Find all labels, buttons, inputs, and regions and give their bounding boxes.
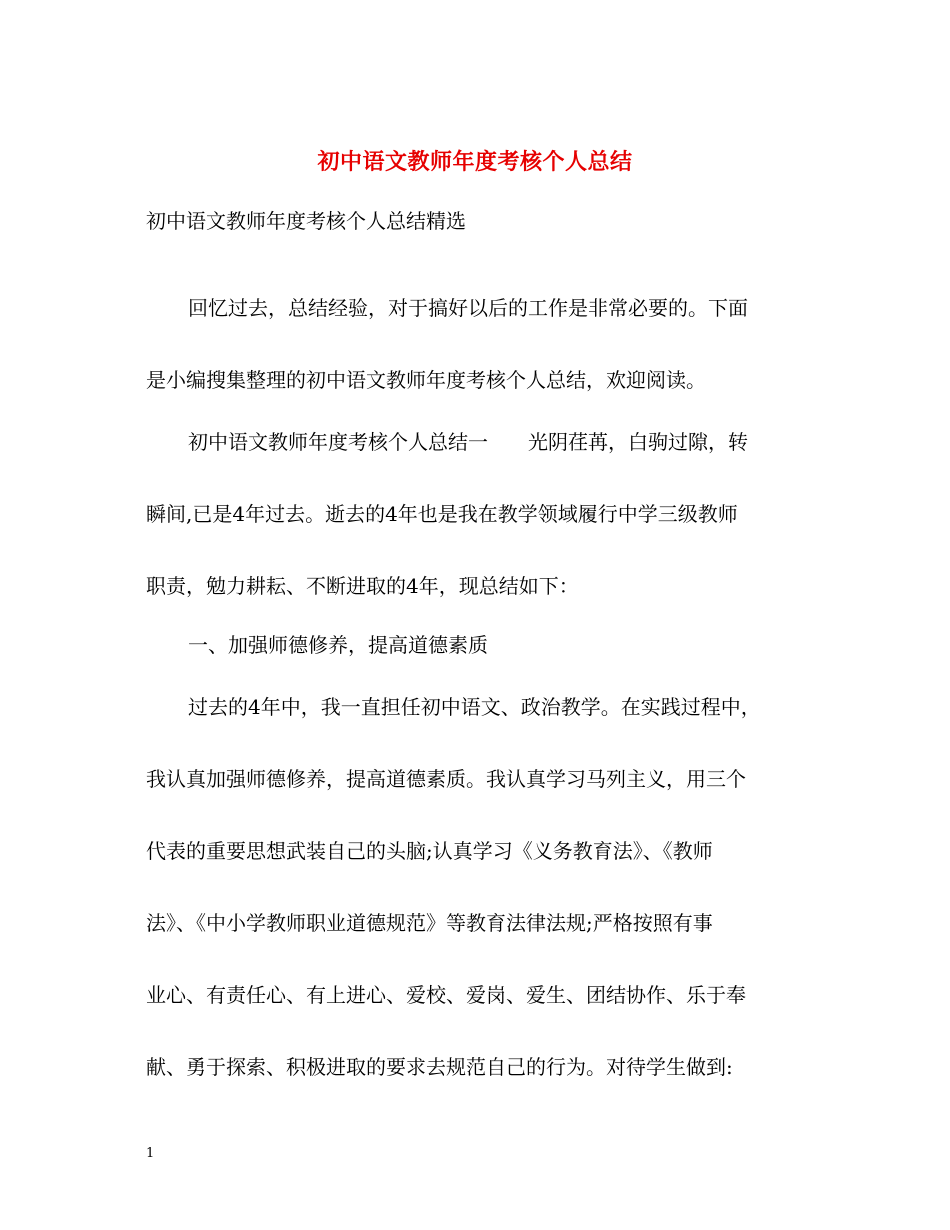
document-title: 初中语文教师年度考核个人总结	[317, 149, 633, 175]
body-line: 我认真加强师德修养，提高道德素质。我认真学习马列主义，用三个	[146, 767, 746, 791]
body-line: 法》、《中小学教师职业道德规范》等教育法律法规;严格按照有事	[146, 911, 713, 935]
body-line: 献、勇于探索、积极进取的要求去规范自己的行为。对待学生做到:	[146, 1055, 733, 1079]
body-line: 一、加强师德修养，提高道德素质	[188, 633, 488, 657]
page-number: 1	[146, 1146, 155, 1161]
body-line: 代表的重要思想武装自己的头脑;认真学习《义务教育法》、《教师	[146, 839, 713, 863]
body-line: 瞬间,已是4年过去。逝去的4年也是我在教学领域履行中学三级教师	[146, 502, 738, 526]
body-line: 过去的4年中，我一直担任初中语文、政治教学。在实践过程中，	[188, 695, 761, 719]
body-line: 业心、有责任心、有上进心、爱校、爱岗、爱生、团结协作、乐于奉	[146, 983, 746, 1007]
body-line: 是小编搜集整理的初中语文教师年度考核个人总结，欢迎阅读。	[146, 368, 706, 392]
body-line: 回忆过去，总结经验，对于搞好以后的工作是非常必要的。下面	[188, 296, 748, 320]
body-line: 初中语文教师年度考核个人总结一 光阴荏苒，白驹过隙，转	[188, 430, 748, 454]
body-line: 职责，勉力耕耘、不断进取的4年，现总结如下：	[146, 574, 579, 598]
body-line: 初中语文教师年度考核个人总结精选	[146, 209, 466, 233]
